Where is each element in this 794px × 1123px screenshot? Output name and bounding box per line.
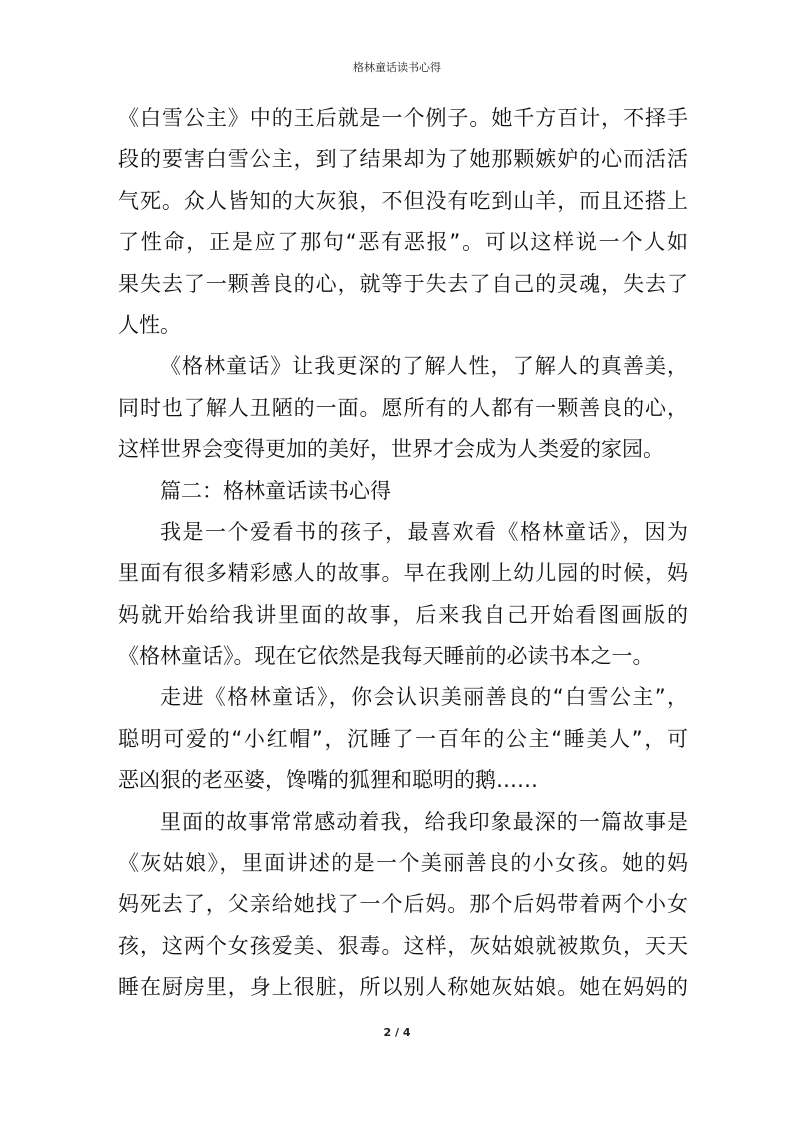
text-line: 段的要害白雪公主，到了结果却为了她那颗嫉妒的心而活活 [118,147,688,172]
text-line: 聪明可爱的“小红帽”，沉睡了一百年的公主“睡美人”，可 [118,726,688,751]
text-line: 《白雪公主》中的王后就是一个例子。她千方百计，不择手 [118,106,688,130]
document-body [118,98,688,1009]
text-line: 气死。众人皆知的大灰狼，不但没有吃到山羊，而且还搭上 [118,188,688,213]
text-line: 了性命，正是应了那句“恶有恶报”。可以这样说一个人如 [118,230,688,255]
text-line: 《灰姑娘》，里面讲述的是一个美丽善良的小女孩。她的妈 [118,851,688,876]
text-line: 果失去了一颗善良的心，就等于失去了自己的灵魂，失去了 [118,271,688,296]
text-line: 孩，这两个女孩爱美、狠毒。这样，灰姑娘就被欺负，天天 [118,933,688,958]
section-heading: 篇二：格林童话读书心得 [160,478,391,503]
text-line: 妈就开始给我讲里面的故事，后来我自己开始看图画版的 [118,602,688,627]
text-line: 这样世界会变得更加的美好，世界才会成为人类爱的家园。 [118,437,664,462]
text-line: 同时也了解人丑陋的一面。愿所有的人都有一颗善良的心， [118,395,688,420]
text-line: 里面有很多精彩感人的故事。早在我刚上幼儿园的时候，妈 [118,561,688,586]
text-line: 人性。 [118,312,181,337]
text-line: 妈死去了，父亲给她找了一个后妈。那个后妈带着两个小女 [118,892,688,917]
text-line: 《格林童话》让我更深的了解人性，了解人的真善美， [160,354,688,379]
text-line: 睡在厨房里，身上很脏，所以别人称她灰姑娘。她在妈妈的 [118,975,688,1000]
text-line: 《格林童话》。现在它依然是我每天睡前的必读书本之一。 [118,644,654,669]
text-line: 恶凶狠的老巫婆，馋嘴的狐狸和聪明的鹅…… [118,768,538,793]
text-line: 里面的故事常常感动着我，给我印象最深的一篇故事是 [160,809,688,834]
text-line: 我是一个爱看书的孩子，最喜欢看《格林童话》，因为 [160,519,688,544]
page-number: 2 / 4 [383,1026,411,1039]
page-header-title: 格林童话读书心得 [353,61,441,74]
text-line: 走进《格林童话》，你会认识美丽善良的“白雪公主”， [160,685,688,710]
